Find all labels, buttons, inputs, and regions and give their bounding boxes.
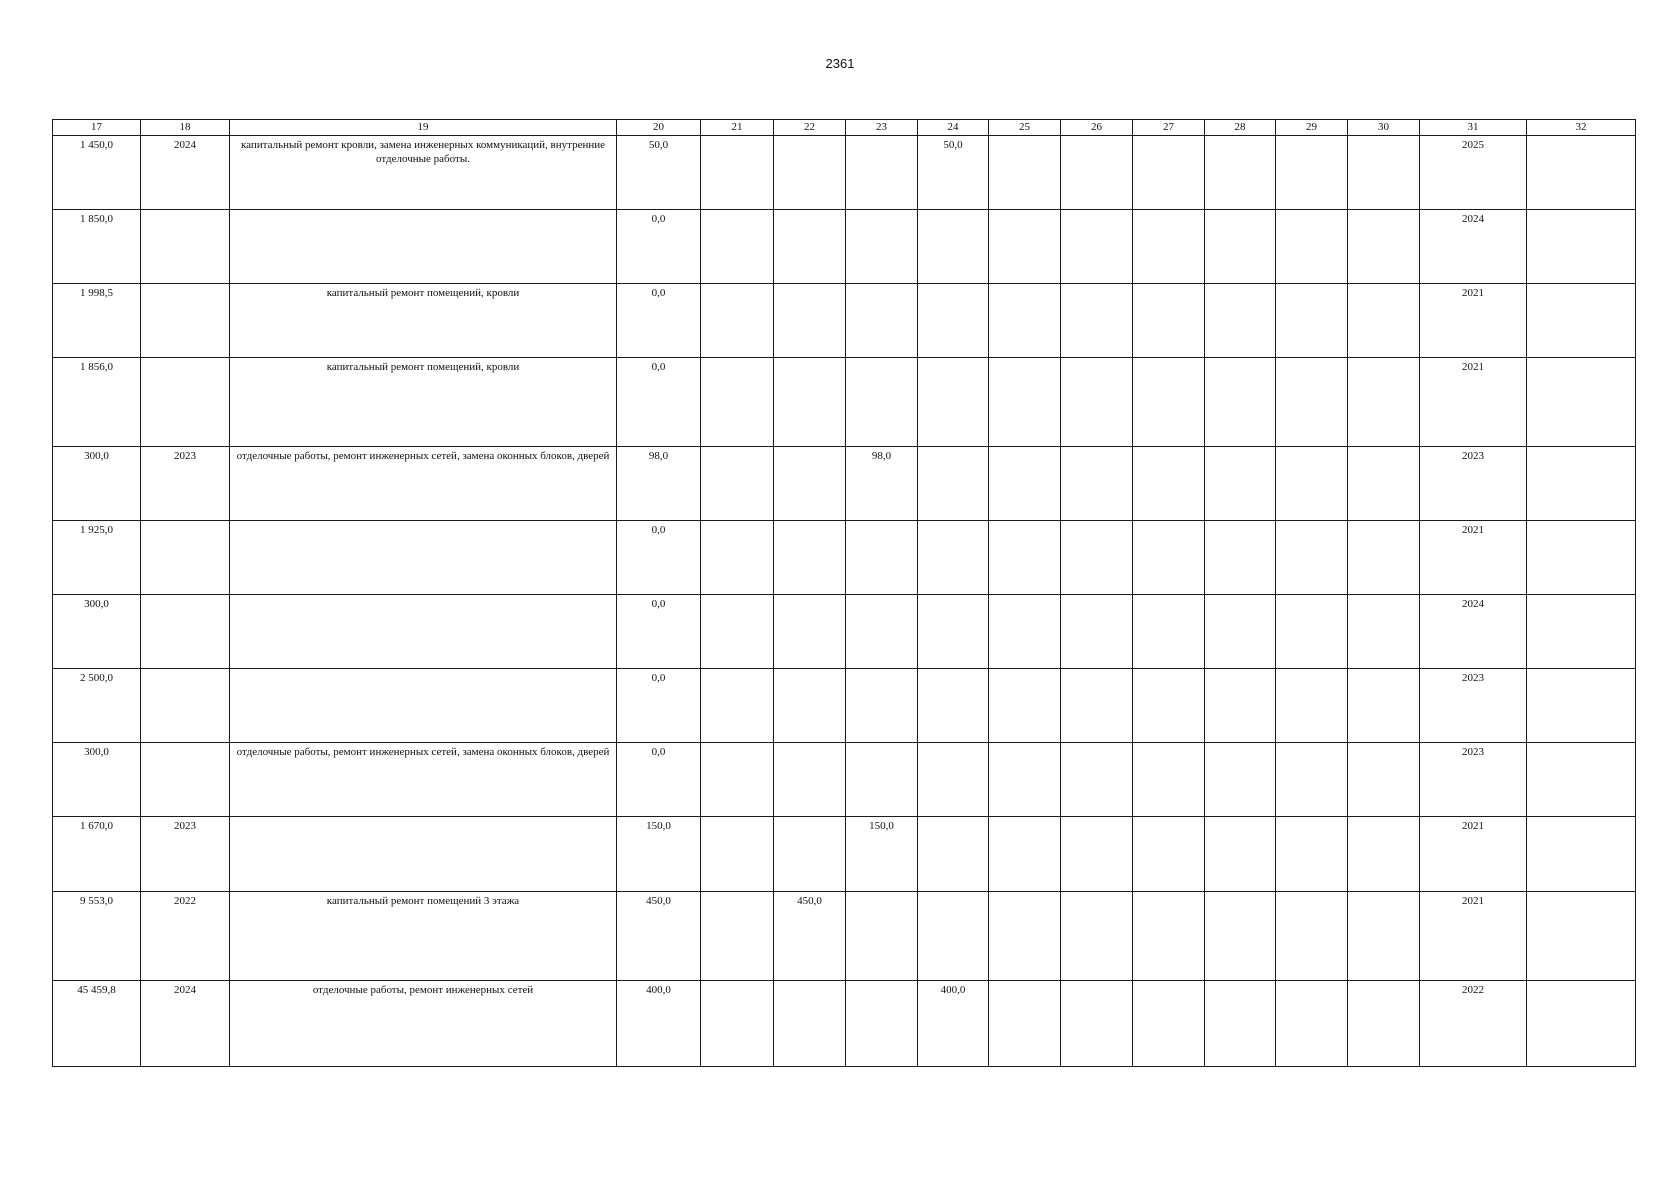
table-cell [846, 669, 918, 743]
table-cell [1348, 892, 1420, 981]
column-header: 25 [989, 120, 1061, 136]
table-cell [846, 521, 918, 595]
table-cell: 2024 [1420, 210, 1527, 284]
table-cell: 1 925,0 [53, 521, 141, 595]
table-cell [1276, 210, 1348, 284]
table-cell: 150,0 [617, 817, 701, 892]
table-cell [774, 358, 846, 447]
table-cell [918, 669, 989, 743]
table-cell [1061, 892, 1133, 981]
table-cell [141, 595, 230, 669]
table-cell [141, 284, 230, 358]
table-cell [1276, 817, 1348, 892]
table-cell [989, 595, 1061, 669]
table-cell: 2023 [141, 817, 230, 892]
table-cell [918, 447, 989, 521]
table-cell [1205, 595, 1276, 669]
table-cell [1527, 284, 1636, 358]
table-cell [1276, 521, 1348, 595]
table-cell [774, 743, 846, 817]
table-cell [1061, 743, 1133, 817]
table-cell [918, 743, 989, 817]
table-cell [1133, 669, 1205, 743]
table-cell [1527, 743, 1636, 817]
table-cell [1527, 358, 1636, 447]
table-cell: 2021 [1420, 284, 1527, 358]
table-cell [1133, 892, 1205, 981]
table-cell [1205, 669, 1276, 743]
table-cell [989, 447, 1061, 521]
table-cell: 300,0 [53, 595, 141, 669]
table-cell [701, 447, 774, 521]
table-cell [141, 669, 230, 743]
table-cell [1205, 817, 1276, 892]
column-header: 21 [701, 120, 774, 136]
table-cell [918, 210, 989, 284]
work-description-cell: капитальный ремонт помещений, кровли [230, 284, 617, 358]
table-cell [1348, 595, 1420, 669]
table-cell [1205, 981, 1276, 1067]
table-cell [701, 669, 774, 743]
table-cell [1061, 284, 1133, 358]
table-cell: 1 850,0 [53, 210, 141, 284]
table-cell [774, 981, 846, 1067]
table-cell [1133, 981, 1205, 1067]
table-cell [1348, 284, 1420, 358]
table-cell [701, 358, 774, 447]
table-cell [1527, 892, 1636, 981]
table-cell: 0,0 [617, 595, 701, 669]
table-cell: 2024 [141, 981, 230, 1067]
column-header: 24 [918, 120, 989, 136]
table-cell [701, 595, 774, 669]
column-header: 19 [230, 120, 617, 136]
table-cell [1205, 743, 1276, 817]
table-cell [774, 210, 846, 284]
table-cell [141, 743, 230, 817]
table-cell: 2023 [1420, 447, 1527, 521]
table-cell: 1 450,0 [53, 136, 141, 210]
table-cell [701, 981, 774, 1067]
table-cell [846, 892, 918, 981]
work-description-cell: капитальный ремонт кровли, замена инженерных коммуникаций, внутренние отделочные работы. [230, 136, 617, 210]
table-cell [1527, 595, 1636, 669]
table-cell [846, 358, 918, 447]
table-row [53, 817, 1636, 892]
table-cell [701, 743, 774, 817]
table-row [53, 892, 1636, 981]
table-cell [774, 521, 846, 595]
table-cell: 2023 [141, 447, 230, 521]
table-cell [1133, 817, 1205, 892]
table-cell [1061, 521, 1133, 595]
table-cell [1348, 669, 1420, 743]
table-cell: 2021 [1420, 521, 1527, 595]
table-cell [1348, 981, 1420, 1067]
table-cell [774, 284, 846, 358]
table-cell [1133, 595, 1205, 669]
table-cell [989, 981, 1061, 1067]
table-cell [701, 892, 774, 981]
table-cell [1276, 447, 1348, 521]
page-number: 2361 [825, 56, 855, 71]
table-cell [1061, 595, 1133, 669]
table-cell [774, 595, 846, 669]
table-cell [1205, 447, 1276, 521]
table-cell [1348, 210, 1420, 284]
table-cell [1133, 743, 1205, 817]
column-header: 27 [1133, 120, 1205, 136]
table-cell: 0,0 [617, 284, 701, 358]
work-description-cell [230, 210, 617, 284]
table-cell: 50,0 [617, 136, 701, 210]
table-cell: 9 553,0 [53, 892, 141, 981]
table-cell [918, 358, 989, 447]
table-cell: 2024 [1420, 595, 1527, 669]
table-cell [989, 210, 1061, 284]
table-cell [1133, 521, 1205, 595]
work-description-cell [230, 669, 617, 743]
table-cell: 0,0 [617, 669, 701, 743]
column-header: 22 [774, 120, 846, 136]
header-row [53, 120, 1636, 136]
column-header: 23 [846, 120, 918, 136]
table-cell: 450,0 [774, 892, 846, 981]
table-cell [774, 447, 846, 521]
table-row [53, 136, 1636, 210]
table-cell [918, 284, 989, 358]
table-cell [1205, 358, 1276, 447]
table-cell [1205, 892, 1276, 981]
table-cell [1133, 210, 1205, 284]
table-cell [1527, 136, 1636, 210]
column-header: 31 [1420, 120, 1527, 136]
table-cell: 98,0 [846, 447, 918, 521]
table-cell [1276, 981, 1348, 1067]
table-cell: 450,0 [617, 892, 701, 981]
table-cell: 2021 [1420, 358, 1527, 447]
table-cell [141, 521, 230, 595]
table-cell [1061, 981, 1133, 1067]
table-row [53, 743, 1636, 817]
table-cell [989, 521, 1061, 595]
table-body [53, 136, 1636, 1067]
table-row [53, 521, 1636, 595]
work-description-cell: отделочные работы, ремонт инженерных сетей, замена оконных блоков, дверей [230, 447, 617, 521]
table-cell: 0,0 [617, 358, 701, 447]
table-cell: 0,0 [617, 210, 701, 284]
work-description-cell [230, 521, 617, 595]
column-header: 18 [141, 120, 230, 136]
table-cell [846, 981, 918, 1067]
table-cell [989, 669, 1061, 743]
table-cell [846, 136, 918, 210]
work-description-cell: капитальный ремонт помещений, кровли [230, 358, 617, 447]
table-cell [1348, 743, 1420, 817]
table-cell [701, 521, 774, 595]
table-cell [1276, 669, 1348, 743]
table-cell: 45 459,8 [53, 981, 141, 1067]
table-cell: 150,0 [846, 817, 918, 892]
work-description-cell [230, 595, 617, 669]
table-cell [1133, 358, 1205, 447]
table-cell [701, 817, 774, 892]
table-cell [1205, 210, 1276, 284]
table-cell: 400,0 [617, 981, 701, 1067]
table-cell: 2023 [1420, 669, 1527, 743]
table-cell [1276, 284, 1348, 358]
table-cell [141, 358, 230, 447]
table-cell [774, 669, 846, 743]
table-cell [1061, 669, 1133, 743]
table-cell [846, 210, 918, 284]
table-row [53, 284, 1636, 358]
table-cell: 2023 [1420, 743, 1527, 817]
table-cell [1061, 210, 1133, 284]
table-cell [846, 284, 918, 358]
table-cell [1276, 136, 1348, 210]
table-cell [774, 136, 846, 210]
work-description-cell [230, 817, 617, 892]
table-cell [701, 210, 774, 284]
table-cell [989, 892, 1061, 981]
table-cell [701, 284, 774, 358]
table-cell: 1 670,0 [53, 817, 141, 892]
work-description-cell: капитальный ремонт помещений 3 этажа [230, 892, 617, 981]
table-cell: 98,0 [617, 447, 701, 521]
table-cell [989, 817, 1061, 892]
table-cell [918, 521, 989, 595]
table-cell: 1 998,5 [53, 284, 141, 358]
table-cell: 1 856,0 [53, 358, 141, 447]
table-row [53, 210, 1636, 284]
table-cell [1527, 210, 1636, 284]
table-cell [1276, 743, 1348, 817]
table-cell [1276, 595, 1348, 669]
table-row [53, 595, 1636, 669]
column-header: 30 [1348, 120, 1420, 136]
table-cell [918, 817, 989, 892]
work-description-cell: отделочные работы, ремонт инженерных сетей [230, 981, 617, 1067]
table-cell [989, 358, 1061, 447]
table-cell [989, 743, 1061, 817]
column-header: 29 [1276, 120, 1348, 136]
column-header: 17 [53, 120, 141, 136]
work-description-cell: отделочные работы, ремонт инженерных сетей, замена оконных блоков, дверей [230, 743, 617, 817]
table-cell [1527, 981, 1636, 1067]
table-cell [1061, 447, 1133, 521]
table-cell [1348, 521, 1420, 595]
table-cell [846, 595, 918, 669]
table-row [53, 358, 1636, 447]
table-cell: 2025 [1420, 136, 1527, 210]
table-cell [701, 136, 774, 210]
table-cell [1348, 358, 1420, 447]
table-cell: 50,0 [918, 136, 989, 210]
table-cell: 2022 [1420, 981, 1527, 1067]
table-cell [1527, 521, 1636, 595]
table-cell [918, 595, 989, 669]
table-cell: 0,0 [617, 743, 701, 817]
column-header: 28 [1205, 120, 1276, 136]
table-cell [1133, 447, 1205, 521]
table-cell [989, 284, 1061, 358]
table-cell [1205, 284, 1276, 358]
table-cell: 400,0 [918, 981, 989, 1067]
table-cell [1061, 136, 1133, 210]
table-cell [774, 817, 846, 892]
table-cell [1348, 817, 1420, 892]
table-row [53, 669, 1636, 743]
table-cell [846, 743, 918, 817]
table-cell: 300,0 [53, 447, 141, 521]
table-cell: 0,0 [617, 521, 701, 595]
table-cell [1276, 892, 1348, 981]
table-cell [1133, 136, 1205, 210]
table-cell [1061, 358, 1133, 447]
table-cell: 2 500,0 [53, 669, 141, 743]
table-cell: 300,0 [53, 743, 141, 817]
table-cell [141, 210, 230, 284]
table-cell [1527, 447, 1636, 521]
table-cell [918, 892, 989, 981]
table-cell [1276, 358, 1348, 447]
table-cell [1205, 136, 1276, 210]
column-header: 26 [1061, 120, 1133, 136]
table-cell: 2024 [141, 136, 230, 210]
table-cell [1348, 447, 1420, 521]
table-row [53, 981, 1636, 1067]
table-cell [1527, 669, 1636, 743]
column-header: 32 [1527, 120, 1636, 136]
column-header: 20 [617, 120, 701, 136]
data-table [52, 119, 1636, 1067]
table-cell: 2021 [1420, 817, 1527, 892]
table-cell [1527, 817, 1636, 892]
table-cell [1205, 521, 1276, 595]
table-cell: 2021 [1420, 892, 1527, 981]
table-row [53, 447, 1636, 521]
table-cell: 2022 [141, 892, 230, 981]
table-cell [1348, 136, 1420, 210]
table-cell [1133, 284, 1205, 358]
table-cell [989, 136, 1061, 210]
table-cell [1061, 817, 1133, 892]
